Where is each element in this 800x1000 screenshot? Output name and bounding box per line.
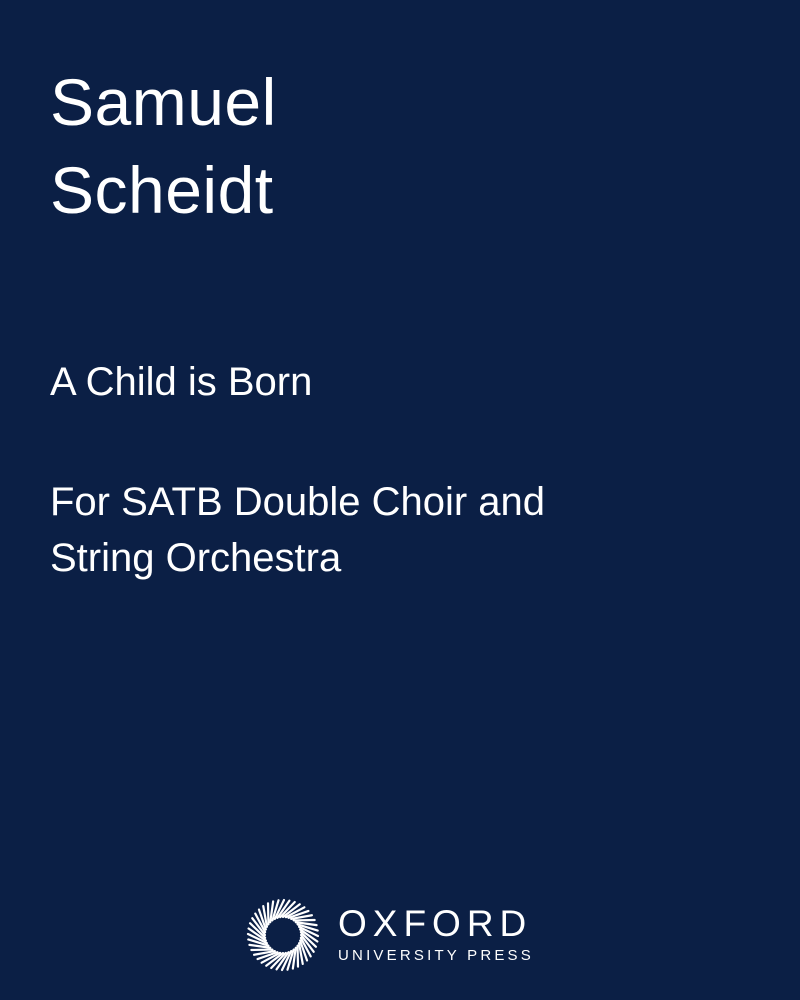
subtitle-line-2: String Orchestra [50, 536, 342, 580]
publisher-logo [246, 898, 534, 972]
publisher-subname: UNIVERSITY PRESS [338, 947, 534, 964]
work-subtitle [50, 474, 545, 586]
composer-last-name: Scheidt [50, 153, 274, 227]
publisher-name: OXFORD [338, 903, 533, 944]
composer-first-name: Samuel [50, 65, 277, 139]
work-title: A Child is Born [50, 360, 313, 404]
oxford-ring-icon [246, 898, 320, 972]
composer-name [50, 58, 277, 234]
subtitle-line-1: For SATB Double Choir and [50, 480, 546, 524]
publisher-wordmark [338, 904, 534, 966]
